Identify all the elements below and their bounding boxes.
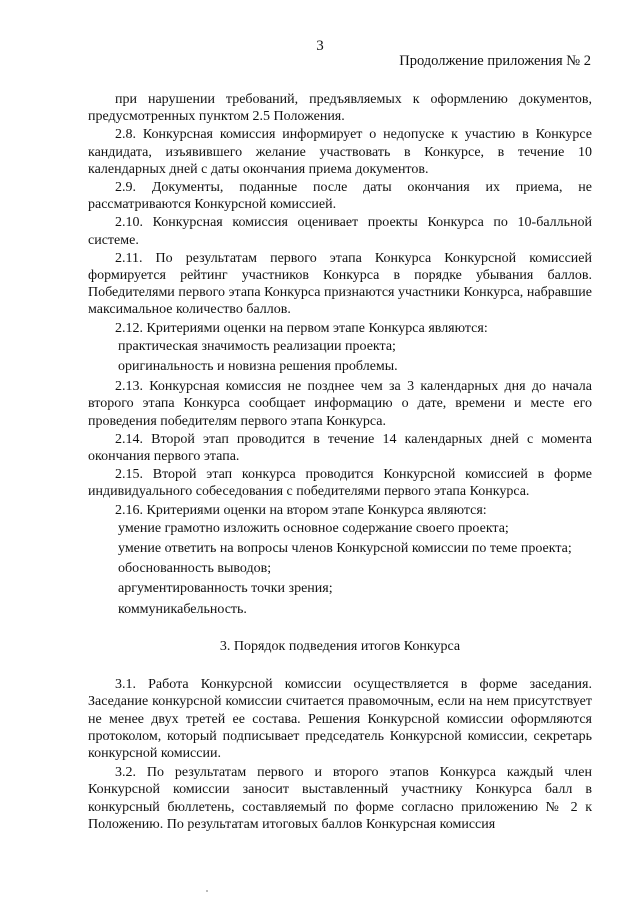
paragraph-continuation: при нарушении требований, предъявляемых к оформлению документов, предусмотренных пунктом 2.5 Положения. <box>88 92 592 125</box>
criterion-reasoning: аргументированность точки зрения; <box>118 581 333 597</box>
criterion-communication: коммуникабельность. <box>118 601 247 617</box>
criterion-presentation-skill: умение грамотно изложить основное содержание своего проекта; <box>118 520 509 536</box>
criterion-practical-significance: практическая значимость реализации проекта; <box>118 338 396 354</box>
paragraph-2-16: 2.16. Критериями оценки на втором этапе Конкурса являются: <box>115 502 487 518</box>
paragraph-2-10: 2.10. Конкурсная комиссия оценивает проекты Конкурса по 10-балльной системе. <box>88 215 592 248</box>
paragraph-2-8: 2.8. Конкурсная комиссия информирует о недопуске к участию в Конкурсе кандидата, изъявившего желание участвовать в Конкурсе, в течение 10 календарных дней с даты окончания приема документов. <box>88 127 592 177</box>
paragraph-2-11: 2.11. По результатам первого этапа Конкурса Конкурсной комиссией формируется рейтинг участников Конкурса в порядке убывания баллов. Победителями первого этапа Конкурса признаются участники Конкурса, набравшие максимальное количество баллов. <box>88 250 592 318</box>
criterion-answer-questions: умение ответить на вопросы членов Конкурсной комиссии по теме проекта; <box>118 541 572 557</box>
appendix-continuation-note: Продолжение приложения № 2 <box>399 53 591 69</box>
paragraph-2-13: 2.13. Конкурсная комиссия не позднее чем за 3 календарных дня до начала второго этапа Конкурса сообщает информацию о дате, времени и месте его проведения победителям первого этапа Конкурса. <box>88 379 592 429</box>
paragraph-3-1: 3.1. Работа Конкурсной комиссии осуществляется в форме заседания. Заседание конкурсной комиссии считается правомочным, если на нем присутствует не менее двух третей ее состава. Решения Конкурсной комиссии оформляются протоколом, который подписывает председатель Конкурсной комиссии, секретарь конкурсной комиссии. <box>88 677 592 761</box>
section-3-heading: 3. Порядок подведения итогов Конкурса <box>219 638 461 654</box>
paragraph-2-9: 2.9. Документы, поданные после даты окончания их приема, не рассматриваются Конкурсной комиссией. <box>88 180 592 213</box>
criterion-originality: оригинальность и новизна решения проблемы. <box>118 359 398 375</box>
paragraph-2-12: 2.12. Критериями оценки на первом этапе Конкурса являются: <box>115 320 488 336</box>
paragraph-3-2: 3.2. По результатам первого и второго этапов Конкурса каждый член Конкурсной комиссии заносит выставленный участнику Конкурса балл в конкурсный бюллетень, составляемый по форме согласно приложению № 2 к Положению. По результатам итоговых баллов Конкурсная комиссия <box>88 765 592 832</box>
scan-speck <box>206 890 208 892</box>
paragraph-2-15: 2.15. Второй этап конкурса проводится Конкурсной комиссией в форме индивидуального собеседования с победителями первого этапа Конкурса. <box>88 467 592 500</box>
document-body <box>88 91 592 834</box>
criterion-validity: обоснованность выводов; <box>118 561 272 577</box>
page-number: 3 <box>316 38 324 54</box>
paragraph-2-14: 2.14. Второй этап проводится в течение 14 календарных дней с момента окончания первого этапа. <box>88 431 592 465</box>
